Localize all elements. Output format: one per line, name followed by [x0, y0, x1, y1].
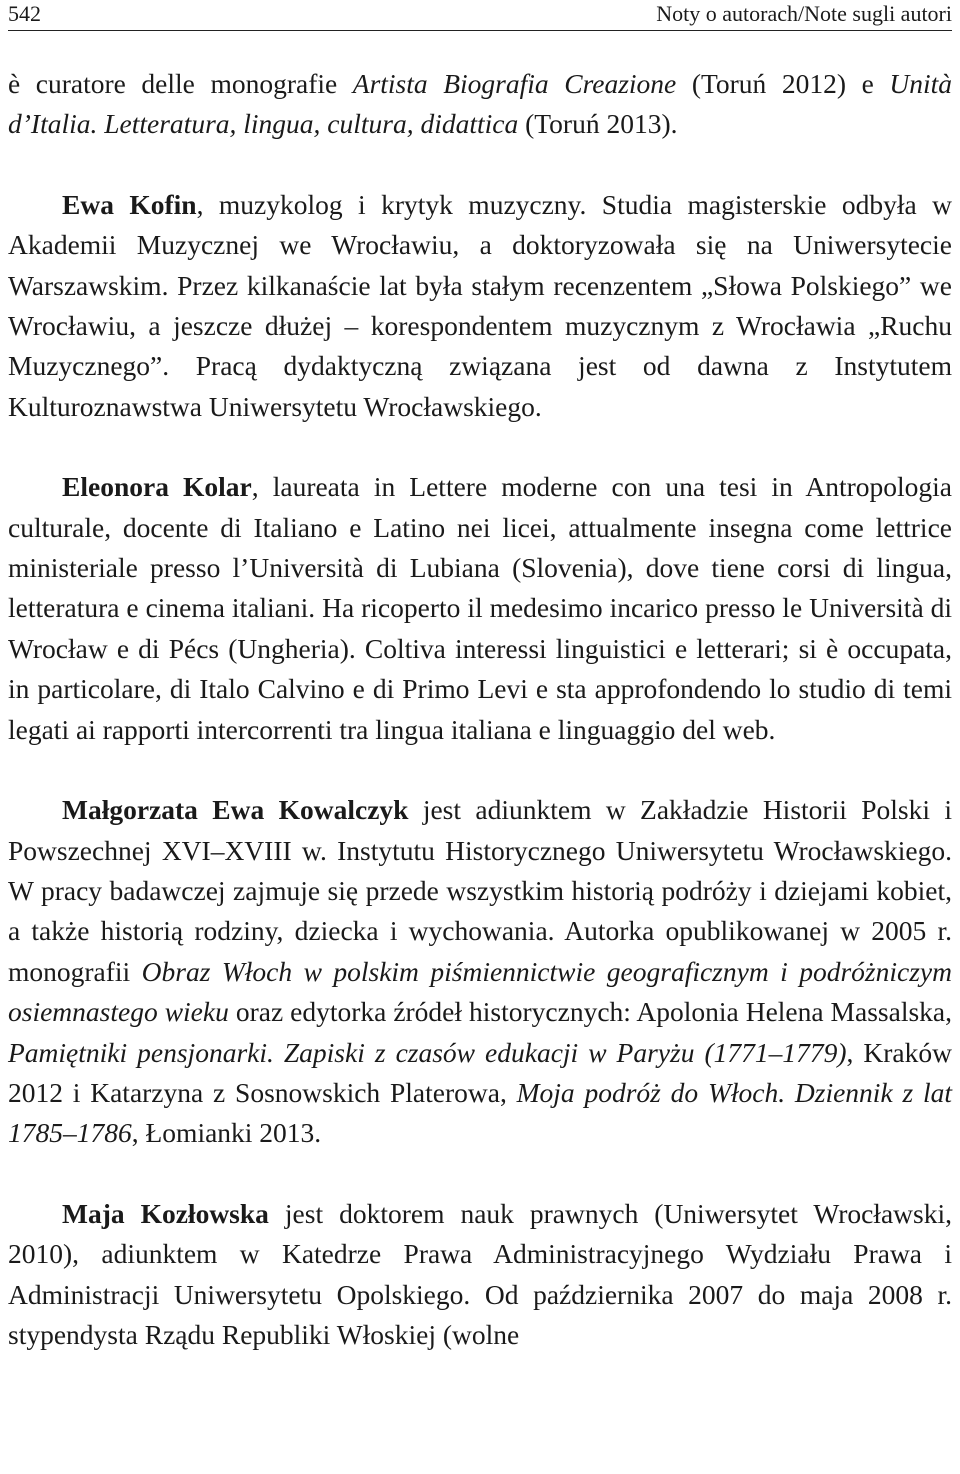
- bio-text: jest adiunktem w Zakładzie Historii Polski i Powszechnej XVI–XVIII w. Instytutu Historycznego Uniwersytetu Wrocławskiego. W pracy badawczej zajmuje się przede wszystkim historią podróży i dziejami kobiet, a także historią rodziny, dziecka i wychowania. Autorka opublikowanej w 2005 r. monografii: [8, 794, 952, 987]
- text-segment: (Toruń 2013).: [518, 108, 678, 140]
- continued-paragraph: [8, 64, 952, 145]
- bio-text: oraz edytorka źródeł historycznych: Apolonia Helena Massalska,: [228, 996, 952, 1028]
- bio-entry-kozlowska: [8, 1194, 952, 1356]
- author-name: Ewa Kofin: [62, 188, 197, 220]
- author-name: Eleonora Kolar: [62, 471, 252, 503]
- text-segment: è curatore delle monografie: [8, 68, 353, 99]
- book-title: Unità d’Italia. Letteratura, lingua, cultura, didattica: [8, 68, 952, 140]
- book-title: Obraz Włoch w polskim piśmiennictwie geograficznym i podróżniczym osiemnastego wieku: [8, 955, 953, 1028]
- author-name: Maja Kozłowska: [62, 1197, 269, 1229]
- author-name: Małgorzata Ewa Kowalczyk: [62, 794, 409, 826]
- bio-text: , laureata in Lettere moderne con una tesi in Antropologia culturale, docente di Italiano e Latino nei licei, attualmente insegna come lettrice ministeriale presso l’Università di Lubiana (Slovenia), dove tiene corsi di lingua, letteratura e cinema italiani. Ha ricoperto il medesimo incarico presso le Università di Wrocław e di Pécs (Ungheria). Coltiva interessi linguistici e letterari; si è occupata, in particolare, di Italo Calvino e di Primo Levi e sta approfondendo lo studio di temi legati ai rapporti intercorrenti tra lingua italiana e linguaggio del web.: [8, 471, 952, 745]
- bio-text: , Łomianki 2013.: [131, 1117, 322, 1149]
- bio-entry-kowalczyk: [8, 790, 952, 1154]
- running-head-title: Noty o autorach/Note sugli autori: [656, 1, 952, 26]
- running-header: [8, 0, 952, 31]
- text-segment: (Toruń 2012) e: [676, 68, 890, 99]
- page-body: [8, 64, 952, 1355]
- bio-entry-kolar: [8, 467, 952, 750]
- book-title: Artista Biografia Creazione: [352, 68, 677, 99]
- bio-entry-kofin: [8, 185, 952, 427]
- book-title: Pamiętniki pensjonarki. Zapiski z czasów edukacji w Paryżu (1771–1779): [8, 1036, 847, 1068]
- book-title: Moja podróż do Włoch. Dziennik z lat 1785–1786: [8, 1076, 952, 1149]
- bio-text: , muzykolog i krytyk muzyczny. Studia magisterskie odbyła w Akademii Muzycznej we Wrocławiu, a doktoryzowała się na Uniwersytecie Warszawskim. Przez kilkanaście lat była stałym recenzentem „Słowa Polskiego” we Wrocławiu, a jeszcze dłużej – korespondentem muzycznym z Wrocławia „Ruchu Muzycznego”. Pracą dydaktyczną związana jest od dawna z Instytutem Kulturoznawstwa Uniwersytetu Wrocławskiego.: [8, 188, 953, 422]
- bio-text: jest doktorem nauk prawnych (Uniwersytet Wrocławski, 2010), adiunktem w Katedrze Prawa Administracyjnego Wydziału Prawa i Administracji Uniwersytetu Opolskiego. Od października 2007 do maja 2008 r. stypendysta Rządu Republiki Włoskiej (wolne: [8, 1197, 952, 1350]
- bio-text: , Kraków 2012 i Katarzyna z Sosnowskich Platerowa,: [8, 1036, 952, 1108]
- page-number: 542: [8, 1, 41, 26]
